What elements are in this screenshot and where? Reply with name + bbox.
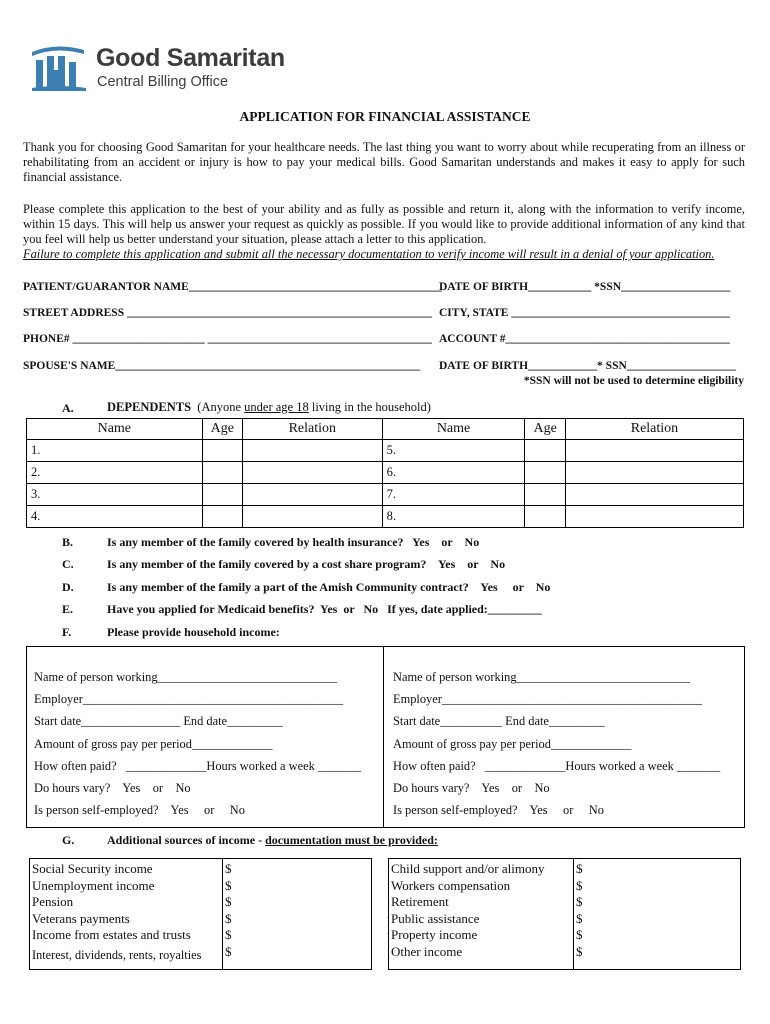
right-self-employed-field[interactable]: Is person self-employed? Yes or No xyxy=(393,803,604,817)
right-amounts-cell[interactable] xyxy=(574,859,741,970)
dependent-relation-cell[interactable] xyxy=(243,484,383,506)
dependent-age-cell[interactable] xyxy=(525,484,565,506)
right-gross-pay-field[interactable]: Amount of gross pay per period_____________ xyxy=(393,737,632,751)
amount-dollar: $ xyxy=(576,943,583,959)
question-e-letter: E. xyxy=(62,602,74,616)
col-name-2: Name xyxy=(382,419,525,440)
source-workers-comp: Workers compensation xyxy=(391,877,511,893)
question-d-text[interactable]: Is any member of the family a part of the Amish Community contract? Yes or No xyxy=(107,580,551,594)
table-row xyxy=(27,440,744,462)
question-c-letter: C. xyxy=(62,557,74,571)
left-gross-pay-field[interactable]: Amount of gross pay per period_____________ xyxy=(34,737,273,751)
dependent-relation-cell[interactable] xyxy=(565,462,743,484)
question-f-letter: F. xyxy=(62,625,72,639)
dependent-relation-cell[interactable] xyxy=(243,462,383,484)
patient-guarantor-name-field[interactable]: PATIENT/GUARANTOR NAME____________________________________________ xyxy=(23,281,442,293)
dependents-title: DEPENDENTS xyxy=(107,400,192,414)
table-row xyxy=(27,462,744,484)
source-public-assistance: Public assistance xyxy=(391,910,480,926)
right-hours-vary-field[interactable]: Do hours vary? Yes or No xyxy=(393,781,550,795)
dependent-name-cell[interactable]: 4. xyxy=(27,506,203,528)
section-a-letter: A. xyxy=(62,401,74,415)
failure-notice: Failure to complete this application and submit all the necessary documentation to verify income will result in a denial of your application. xyxy=(23,247,715,261)
additional-income-right-table xyxy=(388,858,741,970)
logo xyxy=(26,44,90,92)
left-self-employed-field[interactable]: Is person self-employed? Yes or No xyxy=(34,803,245,817)
dependent-relation-cell[interactable] xyxy=(243,440,383,462)
dependent-relation-cell[interactable] xyxy=(565,440,743,462)
dependent-name-cell[interactable]: 8. xyxy=(382,506,525,528)
col-age-1: Age xyxy=(202,419,242,440)
dependent-age-cell[interactable] xyxy=(202,440,242,462)
dependent-age-cell[interactable] xyxy=(202,462,242,484)
amount-dollar: $ xyxy=(225,910,232,926)
page-title: APPLICATION FOR FINANCIAL ASSISTANCE xyxy=(239,109,531,124)
city-state-field[interactable]: CITY, STATE ______________________________________ xyxy=(439,307,730,319)
dependent-relation-cell[interactable] xyxy=(565,484,743,506)
right-employer-field[interactable]: Employer__________________________________________ xyxy=(393,692,703,706)
table-row xyxy=(27,506,744,528)
source-estates-trusts: Income from estates and trusts xyxy=(32,927,191,942)
additional-heading-underlined: documentation must be provided: xyxy=(265,833,438,847)
dependent-name-cell[interactable]: 6. xyxy=(382,462,525,484)
question-c-text[interactable]: Is any member of the family covered by a cost share program? Yes or No xyxy=(107,557,506,571)
source-veterans: Veterans payments xyxy=(32,910,130,926)
street-address-field[interactable]: STREET ADDRESS _____________________________________________________ xyxy=(23,307,432,319)
spouse-name-field[interactable]: SPOUSE'S NAME_____________________________________________________ xyxy=(23,360,421,372)
left-hours-vary-field[interactable]: Do hours vary? Yes or No xyxy=(34,781,191,795)
table-row xyxy=(27,484,744,506)
dependents-heading xyxy=(107,400,431,415)
col-age-2: Age xyxy=(525,419,565,440)
dependent-age-cell[interactable] xyxy=(525,462,565,484)
amount-dollar: $ xyxy=(225,861,232,876)
dependents-note-prefix: (Anyone xyxy=(197,400,245,414)
additional-heading-prefix: Additional sources of income - xyxy=(107,833,266,847)
question-b-text[interactable]: Is any member of the family covered by health insurance? Yes or No xyxy=(107,535,480,549)
additional-income-left-table xyxy=(29,858,372,970)
source-child-support: Child support and/or alimony xyxy=(391,861,545,876)
amount-dollar: $ xyxy=(576,877,583,893)
source-retirement: Retirement xyxy=(391,894,449,909)
question-f-text: Please provide household income: xyxy=(107,625,280,639)
left-sources-cell xyxy=(30,859,223,970)
dependent-age-cell[interactable] xyxy=(202,484,242,506)
left-employer-field[interactable]: Employer__________________________________________ xyxy=(34,692,344,706)
amount-dollar: $ xyxy=(225,894,232,909)
question-d-letter: D. xyxy=(62,580,74,594)
amount-dollar: $ xyxy=(576,910,583,926)
instructions-paragraph: Please complete this application to the best of your ability and as fully as possible and return it, along with the information to verify income, within 15 days. This will help us answer your request as quickly as possible. If you would like to provide additional information of any kind that you feel will help us better understand your situation, please attach a letter to this application. xyxy=(23,202,745,246)
additional-income-heading xyxy=(107,833,438,848)
dob-ssn-field[interactable]: DATE OF BIRTH___________ *SSN___________________ xyxy=(439,281,731,293)
section-g-letter: G. xyxy=(62,833,75,847)
source-pension: Pension xyxy=(32,894,74,909)
dependents-header-row xyxy=(27,419,744,440)
account-field[interactable]: ACCOUNT #_______________________________________ xyxy=(439,333,730,345)
amount-dollar: $ xyxy=(225,927,232,942)
org-name: Good Samaritan xyxy=(96,44,285,72)
amount-dollar: $ xyxy=(576,861,583,876)
phone-field[interactable]: PHONE# _______________________ _______________________________________ xyxy=(23,333,432,345)
right-start-end-date-field[interactable]: Start date__________ End date_________ xyxy=(393,714,605,728)
income-divider xyxy=(383,646,384,827)
dependent-name-cell[interactable]: 5. xyxy=(382,440,525,462)
dependents-table xyxy=(26,418,744,528)
spouse-dob-ssn-field[interactable]: DATE OF BIRTH____________* SSN___________________ xyxy=(439,360,737,372)
source-other-income: Other income xyxy=(391,943,463,959)
dependent-name-cell[interactable]: 3. xyxy=(27,484,203,506)
dependent-age-cell[interactable] xyxy=(202,506,242,528)
amount-dollar: $ xyxy=(576,927,583,942)
dependent-relation-cell[interactable] xyxy=(565,506,743,528)
dependent-age-cell[interactable] xyxy=(525,506,565,528)
col-relation-2: Relation xyxy=(565,419,743,440)
right-sources-cell xyxy=(389,859,574,970)
question-e-text[interactable]: Have you applied for Medicaid benefits? Yes or No If yes, date applied:_________ xyxy=(107,602,542,616)
amount-dollar: $ xyxy=(225,943,232,959)
left-amounts-cell[interactable] xyxy=(223,859,372,970)
source-social-security: Social Security income xyxy=(32,861,153,876)
dependent-relation-cell[interactable] xyxy=(243,506,383,528)
col-relation-1: Relation xyxy=(243,419,383,440)
dependent-name-cell[interactable]: 1. xyxy=(27,440,203,462)
col-name-1: Name xyxy=(27,419,203,440)
amount-dollar: $ xyxy=(225,877,232,893)
source-unemployment: Unemployment income xyxy=(32,877,155,893)
source-interest-dividends: Interest, dividends, rents, royalties xyxy=(32,947,202,962)
dependents-note-age: under age 18 xyxy=(244,400,309,414)
intro-paragraph: Thank you for choosing Good Samaritan for your healthcare needs. The last thing you want to worry about while recuperating from an illness or rehabilitating from an accident or injury is how to pay your medical bills. Good Samaritan understands and makes it easy to apply for such financial assistance. xyxy=(23,140,745,184)
source-property-income: Property income xyxy=(391,927,478,942)
good-samaritan-logo-icon xyxy=(26,44,90,92)
question-b-letter: B. xyxy=(62,535,74,549)
amount-dollar: $ xyxy=(576,894,583,909)
right-name-working-field[interactable]: Name of person working____________________________ xyxy=(393,670,690,684)
dependent-age-cell[interactable] xyxy=(525,440,565,462)
left-name-working-field[interactable]: Name of person working_____________________________ xyxy=(34,670,338,684)
right-how-often-paid-field[interactable]: How often paid? _____________Hours worked a week _______ xyxy=(393,759,721,773)
org-subtitle: Central Billing Office xyxy=(97,74,229,90)
ssn-note: *SSN will not be used to determine eligibility xyxy=(523,375,744,387)
dependent-name-cell[interactable]: 2. xyxy=(27,462,203,484)
dependent-name-cell[interactable]: 7. xyxy=(382,484,525,506)
left-how-often-paid-field[interactable]: How often paid? _____________Hours worked a week _______ xyxy=(34,759,362,773)
dependents-note-suffix: living in the household) xyxy=(308,400,431,414)
left-start-end-date-field[interactable]: Start date________________ End date_________ xyxy=(34,714,283,728)
